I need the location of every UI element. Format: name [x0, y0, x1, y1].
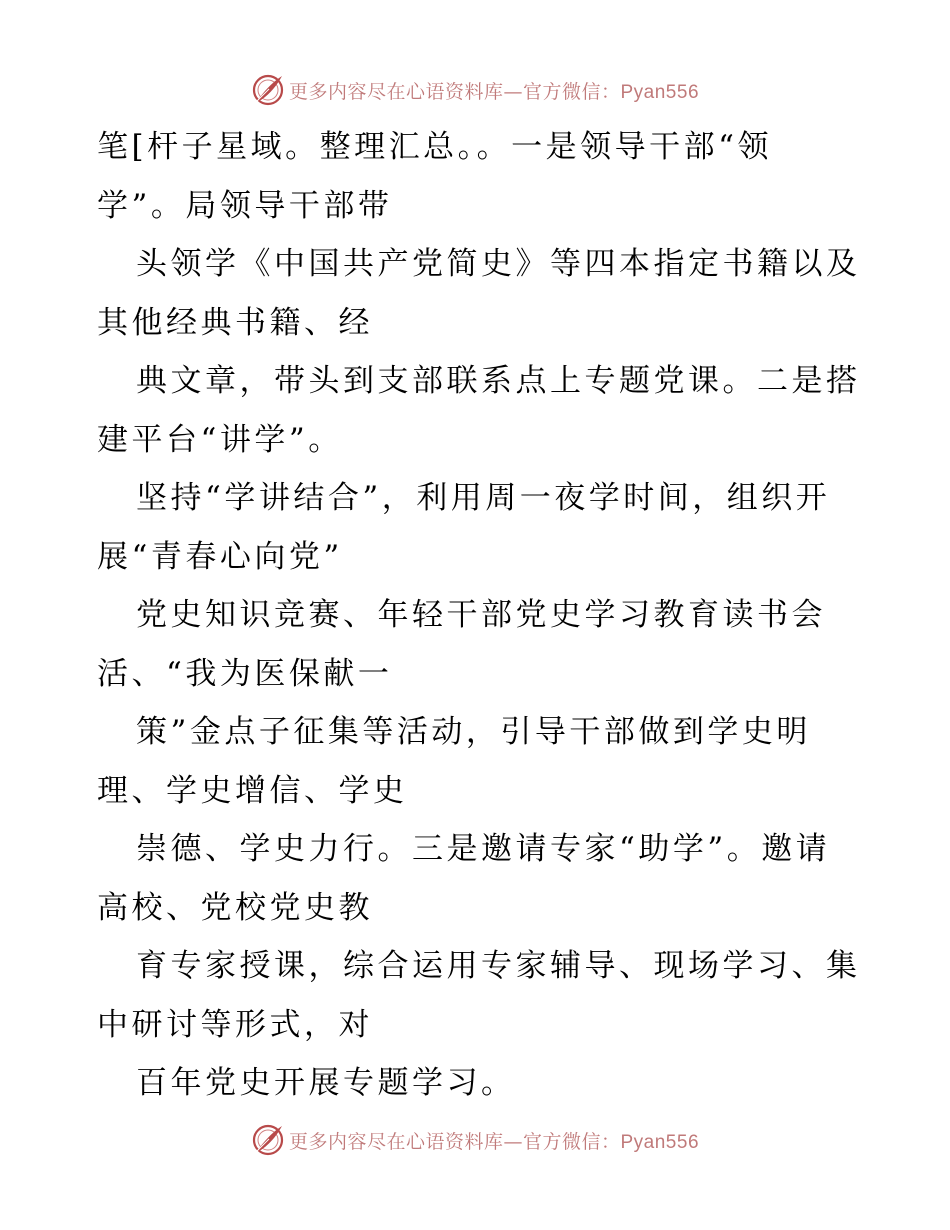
quill-seal-icon	[251, 1123, 285, 1157]
watermark-text: 更多内容尽在心语资料库—官方微信：Pyan556	[288, 80, 700, 103]
watermark-text: 更多内容尽在心语资料库—官方微信：Pyan556	[288, 1130, 700, 1153]
text-line: 党史知识竞赛、年轻干部党史学习教育读书会	[136, 597, 826, 633]
footer-watermark	[0, 1118, 950, 1162]
text-line: 策”金点子征集等活动，引导干部做到学史明	[136, 714, 811, 750]
text-line: 其他经典书籍、经	[97, 304, 373, 341]
text-line: 笔[杆子星域。整理汇总。。一是领导干部“领	[97, 129, 772, 165]
text-line: 崇德、学史力行。三是邀请专家“助学”。邀请	[136, 831, 831, 867]
text-line: 育专家授课，综合运用专家辅导、现场学习、集	[136, 948, 861, 984]
text-line: 展“青春心向党”	[97, 538, 343, 575]
text-line: 坚持“学讲结合”，利用周一夜学时间，组织开	[136, 480, 831, 516]
text-line: 活、“我为医保献一	[97, 655, 393, 692]
text-line: 百年党史开展专题学习。	[136, 1065, 516, 1101]
watermark-wechat-id: Pyan556	[620, 81, 700, 103]
text-line: 建平台“讲学”。	[97, 421, 343, 458]
text-line: 学”。局领导干部带	[97, 187, 393, 224]
watermark-wechat-id: Pyan556	[620, 1131, 700, 1153]
header-watermark	[0, 68, 950, 112]
text-line: 高校、党校党史教	[97, 889, 373, 926]
text-line: 中研讨等形式，对	[97, 1006, 373, 1043]
text-line: 典文章，带头到支部联系点上专题党课。二是搭	[136, 363, 861, 399]
text-line: 头领学《中国共产党简史》等四本指定书籍以及	[136, 246, 861, 282]
document-body	[97, 118, 861, 1113]
text-line: 理、学史增信、学史	[97, 772, 408, 809]
quill-seal-icon	[251, 73, 285, 107]
